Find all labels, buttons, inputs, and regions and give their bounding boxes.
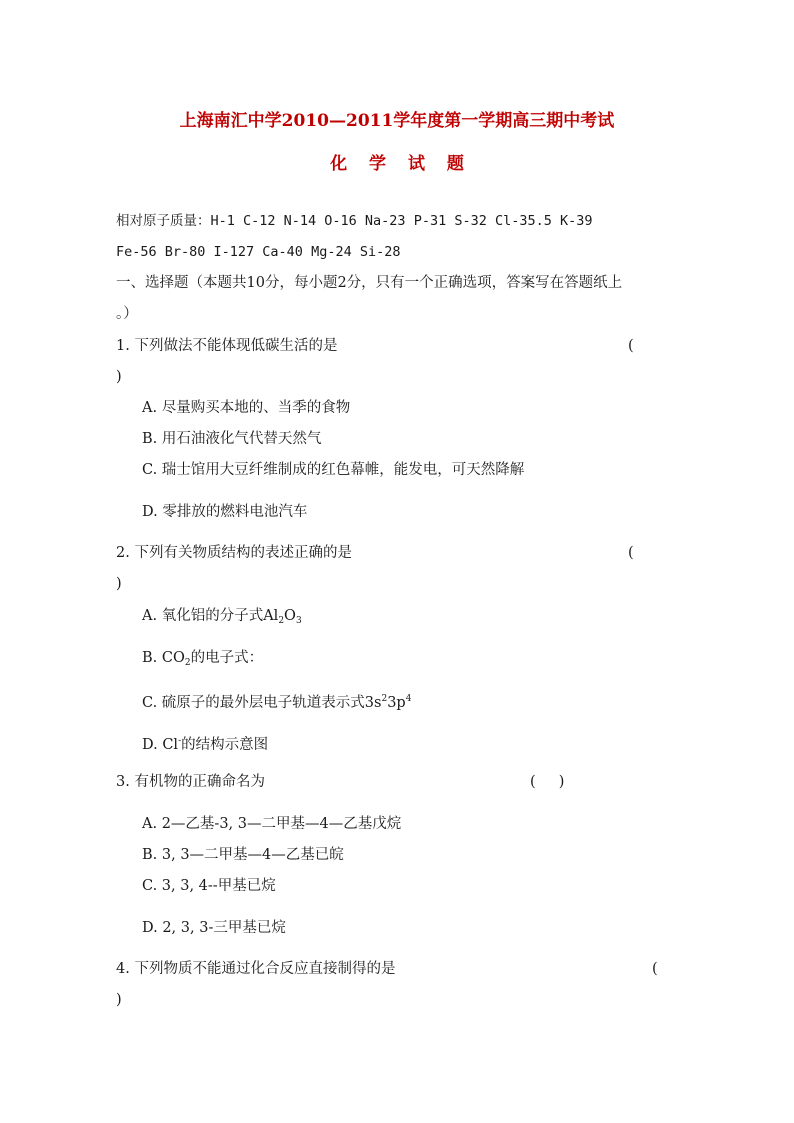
- answer-paren-open: (: [628, 338, 634, 354]
- atomic-mass-line-1: 相对原子质量：H-1 C-12 N-14 O-16 Na-23 P-31 S-32 Cl-35.5 K-39: [116, 213, 593, 229]
- question-stem: 2. 下列有关物质结构的表述正确的是: [116, 545, 352, 561]
- answer-paren-close: ): [116, 576, 122, 592]
- option-a: A. 2—乙基-3, 3—二甲基—4—乙基戊烷: [142, 816, 402, 832]
- option-b-text-2: 的电子式：: [190, 650, 264, 666]
- section-instructions-line-2: 。）: [116, 306, 138, 322]
- answer-paren-open: (: [628, 545, 634, 561]
- subscript: 2: [184, 658, 191, 668]
- option-c-text-2: 3p: [387, 695, 406, 711]
- option-c-text: C. 硫原子的最外层电子轨道表示式3s: [142, 695, 382, 711]
- option-b: B. 3, 3—二甲基—4—乙基已皖: [142, 847, 344, 863]
- option-a: A. 尽量购买本地的、当季的食物: [142, 400, 351, 416]
- option-a-text-2: O: [284, 608, 296, 624]
- subscript: 2: [278, 616, 285, 626]
- option-d: [142, 731, 268, 755]
- question-stem: 4. 下列物质不能通过化合反应直接制得的是: [116, 961, 396, 977]
- option-c: C. 瑞士馆用大豆纤维制成的红色幕帷，能发电，可天然降解: [142, 462, 525, 478]
- option-a-text: A. 氧化铝的分子式Al: [142, 608, 279, 624]
- subscript: 3: [295, 616, 302, 626]
- question-stem: 3. 有机物的正确命名为: [116, 774, 265, 790]
- exam-title: 上海南汇中学2010—2011学年度第一学期高三期中考试: [179, 111, 615, 131]
- option-c: [142, 689, 411, 713]
- option-d: D. 2, 3, 3-三甲基已烷: [142, 920, 286, 936]
- superscript: 4: [405, 694, 412, 704]
- option-b: [142, 648, 263, 673]
- superscript: -: [178, 736, 182, 746]
- answer-paren-open: (: [652, 961, 658, 977]
- answer-paren: ( ): [530, 774, 565, 790]
- option-b-text: B. CO: [142, 650, 185, 666]
- question-stem: 1. 下列做法不能体现低碳生活的是: [116, 338, 338, 354]
- option-b: B. 用石油液化气代替天然气: [142, 431, 322, 447]
- section-instructions-line-1: 一、选择题（本题共10分，每小题2分，只有一个正确选项，答案写在答题纸上: [116, 275, 623, 291]
- option-c: C. 3, 3, 4--甲基已烷: [142, 878, 276, 894]
- answer-paren-close: ): [116, 369, 122, 385]
- atomic-mass-line-2: Fe-56 Br-80 I-127 Ca-40 Mg-24 Si-28: [116, 244, 401, 260]
- exam-subtitle: 化 学 试 题: [330, 154, 472, 174]
- answer-paren-close: ): [116, 992, 122, 1008]
- option-d: D. 零排放的燃料电池汽车: [142, 504, 308, 520]
- option-d-text-2: 的结构示意图: [181, 737, 269, 753]
- option-a: [142, 606, 302, 631]
- superscript: 2: [381, 694, 388, 704]
- option-d-text: D. Cl: [142, 737, 179, 753]
